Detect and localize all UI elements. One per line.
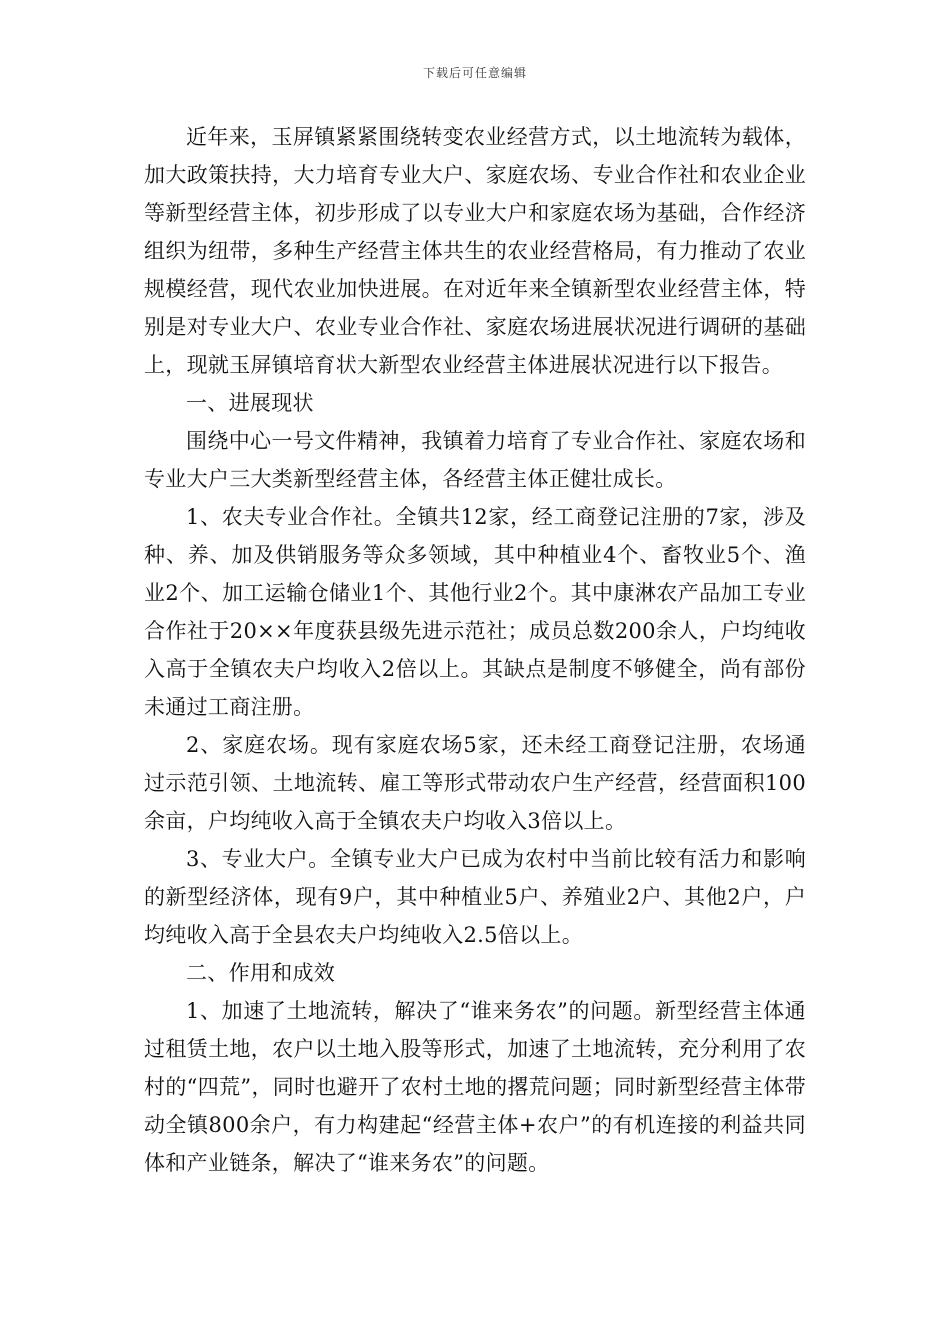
header-note: 下载后可任意编辑 — [422, 66, 527, 80]
large-households-paragraph: 3、专业大户。全镇专业大户已成为农村中当前比较有活力和影响的新型经济体，现有9户，其中种植业5户、养殖业2户、其他2户，户均纯收入高于全县农夫户均纯收入2.5倍以上。 — [144, 847, 806, 947]
cooperatives-paragraph: 1、农夫专业合作社。全镇共12家，经工商登记注册的7家，涉及种、养、加及供销服务等众多领域，其中种植业4个、畜牧业5个、渔业2个、加工运输仓储业1个、其他行业2个。其中康淋农产品加工专业合作社于20××年度获县级先进示范社；成员总数200余人，户均纯收入高于全镇农夫户均收入2倍以上。其缺点是制度不够健全，尚有部份未通过工商注册。 — [144, 505, 806, 719]
land-transfer-paragraph: 1、加速了土地流转，解决了“谁来务农”的问题。新型经营主体通过租赁土地，农户以土地入股等形式，加速了土地流转，充分利用了农村的“四荒”，同时也避开了农村土地的撂荒问题；同时新型经营主体带动全镇800余户，有力构建起“经营主体+农户”的有机连接的利益共同体和产业链条，解决了“谁来务农”的问题。 — [144, 999, 806, 1175]
section-heading-effects: 二、作用和成效 — [186, 961, 336, 985]
status-overview-paragraph: 围绕中心一号文件精神，我镇着力培育了专业合作社、家庭农场和专业大户三大类新型经营主体，各经营主体正健壮成长。 — [144, 429, 806, 491]
intro-paragraph: 近年来，玉屏镇紧紧围绕转变农业经营方式，以土地流转为载体，加大政策扶持，大力培育专业大户、家庭农场、专业合作社和农业企业等新型经营主体，初步形成了以专业大户和家庭农场为基础，合作经济组织为纽带，多种生产经营主体共生的农业经营格局，有力推动了农业规模经营，现代农业加快进展。在对近年来全镇新型农业经营主体，特别是对专业大户、农业专业合作社、家庭农场进展状况进行调研的基础上，现就玉屏镇培育状大新型农业经营主体进展状况进行以下报告。 — [144, 125, 806, 377]
document-body — [144, 118, 806, 1182]
section-heading-status: 一、进展现状 — [186, 391, 314, 415]
family-farms-paragraph: 2、家庭农场。现有家庭农场5家，还未经工商登记注册，农场通过示范引领、土地流转、雇工等形式带动农户生产经营，经营面积100余亩，户均纯收入高于全镇农夫户均收入3倍以上。 — [144, 733, 806, 833]
